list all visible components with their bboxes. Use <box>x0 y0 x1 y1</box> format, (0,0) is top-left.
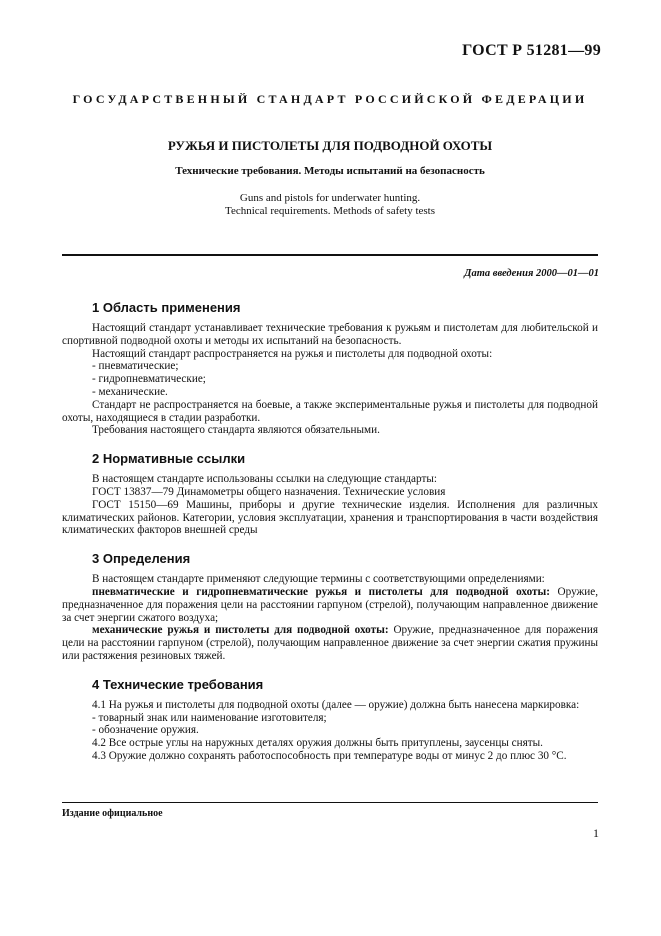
document-body <box>62 300 598 763</box>
reference-item: ГОСТ 15150—69 Машины, приборы и другие технические изделия. Исполнения для различных климатических районов. Категории, условия эксплуатации, хранения и транспортирования в части воздействия климатических факторов внешней среды <box>62 498 598 537</box>
definition-2-text: Оружие, предназначенное для поражения цели на расстоянии гарпуном (стрелой), получающим направленное движение за счет энергии сжатия пружины или растяжения резиновых тяжей. <box>62 624 598 662</box>
footer-rule <box>62 802 598 803</box>
definition-1-text: Оружие, предназначенное для поражения цели на расстоянии гарпуном (стрелой), получающим направленное движение за счет энергии сжатого воздуха; <box>62 585 599 624</box>
section-3-paragraph: В настоящем стандарте применяют следующие термины с соответствующими определениями: <box>92 573 545 586</box>
list-item: - обозначение оружия. <box>92 724 199 737</box>
list-item: - гидропневматические; <box>92 373 206 386</box>
definition-2 <box>62 624 598 662</box>
english-title-block <box>62 192 598 218</box>
section-2-heading: 2 Нормативные ссылки <box>92 451 246 467</box>
section-4-paragraph: 4.1 На ружья и пистолеты для подводной охоты (далее — оружие) должна быть нанесена маркировка: <box>92 698 580 711</box>
document-title: РУЖЬЯ И ПИСТОЛЕТЫ ДЛЯ ПОДВОДНОЙ ОХОТЫ <box>167 138 493 153</box>
list-item: - механические. <box>92 385 168 398</box>
term-1: пневматические и гидропневматические ружья и пистолеты для подводной охоты: <box>92 585 551 598</box>
header-rule <box>62 254 598 256</box>
organization-title: ГОСУДАРСТВЕННЫЙ СТАНДАРТ РОССИЙСКОЙ ФЕДЕРАЦИИ <box>72 92 588 106</box>
english-title: Guns and pistols for underwater hunting. <box>239 192 421 204</box>
list-item: - пневматические; <box>92 360 179 373</box>
section-1-heading: 1 Область применения <box>92 300 241 315</box>
section-1-paragraph: Требования настоящего стандарта являются обязательными. <box>92 424 380 437</box>
document-subtitle: Технические требования. Методы испытаний на безопасность <box>175 165 485 177</box>
section-4-paragraph: 4.2 Все острые углы на наружных деталях оружия должны быть притуплены, заусенцы сняты. <box>92 737 543 750</box>
term-2: механические ружья и пистолеты для подводной охоты: <box>92 624 389 637</box>
section-1-paragraph: Настоящий стандарт устанавливает технические требования к ружьям и пистолетам для любительской и спортивной подводной охоты и методы их испытаний на безопасность. <box>62 322 598 347</box>
edition-label: Издание официальное <box>62 808 163 819</box>
definition-1 <box>62 586 598 624</box>
effective-date: Дата введения 2000—01—01 <box>464 268 599 279</box>
reference-item: ГОСТ 13837—79 Динамометры общего назначения. Технические условия <box>92 485 446 498</box>
section-2-paragraph: В настоящем стандарте использованы ссылки на следующие стандарты: <box>92 473 437 486</box>
english-subtitle: Technical requirements. Methods of safety tests <box>225 205 435 217</box>
section-1-paragraph: Стандарт не распространяется на боевые, а также экспериментальные ружья и пистолеты для подводной охоты, находящиеся в стадии разработки. <box>62 398 598 424</box>
section-3-heading: 3 Определения <box>92 551 191 567</box>
section-1-paragraph: Настоящий стандарт распространяется на ружья и пистолеты для подводной охоты: <box>92 347 493 360</box>
page-number: 1 <box>593 826 599 840</box>
section-4-heading: 4 Технические требования <box>92 676 264 692</box>
section-4-paragraph: 4.3 Оружие должно сохранять работоспособность при температуре воды от минус 2 до плюс 30 °С. <box>92 749 567 762</box>
list-item: - товарный знак или наименование изготовителя; <box>92 711 327 724</box>
standard-code: ГОСТ Р 51281—99 <box>462 42 601 59</box>
